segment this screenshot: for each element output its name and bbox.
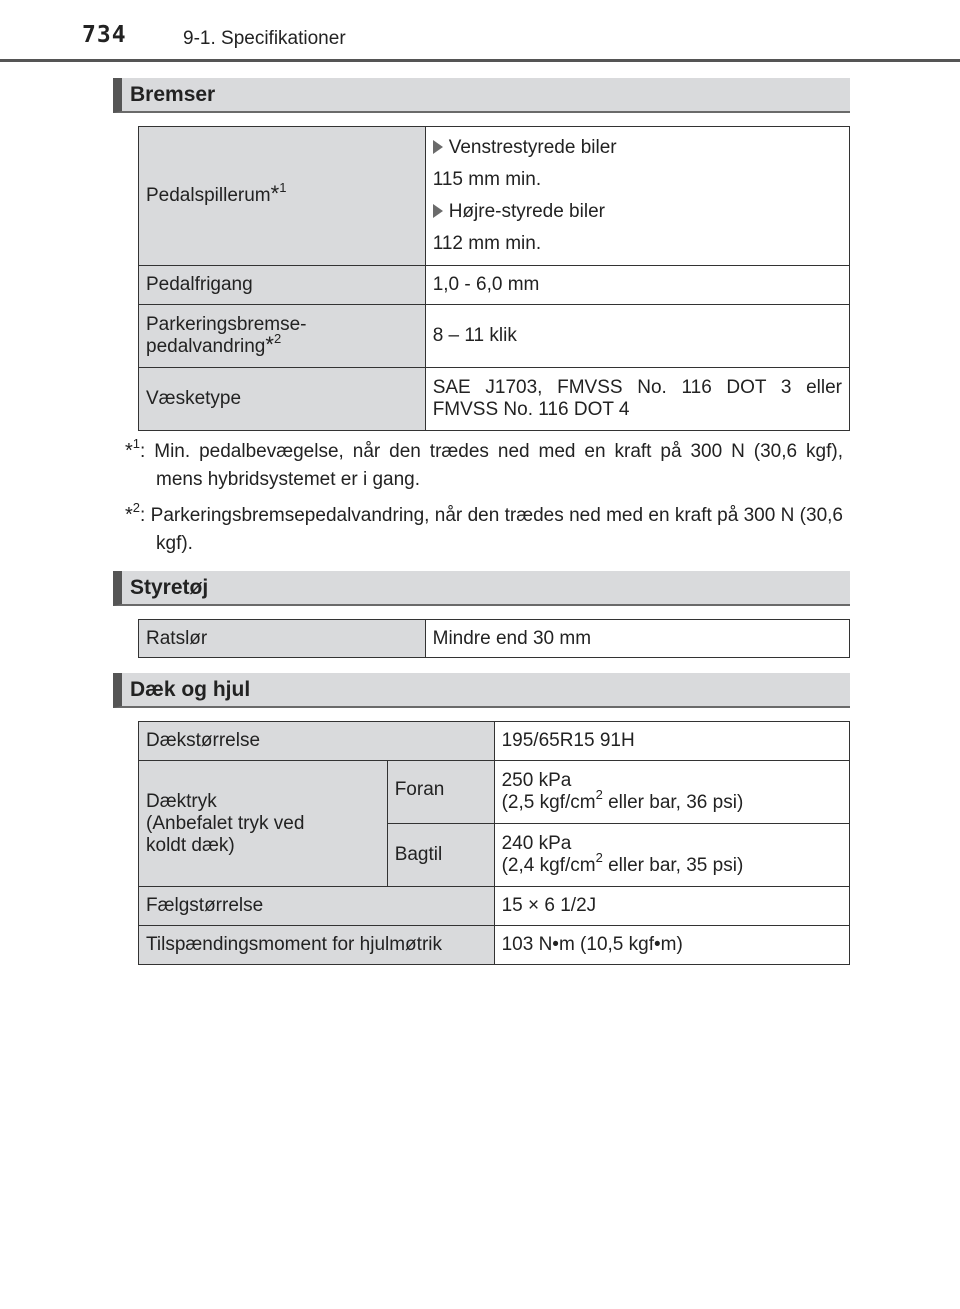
table-cell-label: Bagtil bbox=[387, 824, 494, 887]
footnote-ref: 2 bbox=[132, 500, 141, 515]
table-cell-label: Parkeringsbremse- pedalvandring*$^2$ bbox=[139, 305, 426, 368]
table-row bbox=[139, 887, 850, 926]
label-line: Dæktryk bbox=[146, 790, 217, 812]
value-line: eller bar, 35 psi) bbox=[602, 855, 744, 876]
value-line: (2,4 kgf/cm bbox=[501, 855, 596, 876]
section-title: Dæk og hjul bbox=[130, 678, 251, 701]
table-row bbox=[139, 266, 850, 305]
table-cell-value: SAE J1703, FMVSS No. 116 DOT 3 eller FMVSS No. 116 DOT 4 bbox=[425, 368, 849, 431]
superscript: 2 bbox=[595, 787, 603, 802]
table-row bbox=[139, 761, 850, 824]
table-cell-value: Mindre end 30 mm bbox=[425, 620, 849, 658]
table-cell-label: Tilspændingsmoment for hjulmøtrik bbox=[139, 926, 495, 965]
table-row bbox=[139, 926, 850, 965]
table-cell-label: Foran bbox=[387, 761, 494, 824]
table-cell-value: 15 × 6 1/2J bbox=[494, 887, 849, 926]
table-cell-label: Fælgstørrelse bbox=[139, 887, 495, 926]
section-title: Styretøj bbox=[130, 576, 209, 599]
table-row bbox=[139, 722, 850, 761]
section-title: Bremser bbox=[130, 83, 216, 106]
value-line: 250 kPa bbox=[501, 770, 572, 791]
section-heading-steering bbox=[113, 571, 850, 606]
steering-table bbox=[138, 619, 850, 658]
footnote-text: : Parkeringsbremsepedalvandring, når den trædes ned med en kraft på 300 N (30,6 kgf). bbox=[140, 505, 843, 554]
table-row bbox=[139, 305, 850, 368]
triangle-bullet-icon bbox=[433, 204, 443, 218]
chapter-title: 9-1. Specifikationer bbox=[183, 28, 346, 49]
value-line: eller bar, 36 psi) bbox=[602, 792, 744, 813]
footnote-ref: 1 bbox=[132, 436, 141, 451]
label-line: pedalvandring bbox=[146, 336, 266, 357]
page-number: 734 bbox=[82, 22, 127, 48]
table-cell-label bbox=[139, 761, 388, 887]
label-line: Parkeringsbremse- bbox=[146, 314, 307, 335]
table-cell-label: Ratslør bbox=[139, 620, 426, 658]
header-divider bbox=[0, 59, 960, 62]
rhd-value: 112 mm min. bbox=[432, 233, 542, 254]
rhd-heading: Højre-styrede biler bbox=[448, 201, 605, 222]
footnote-text: : Min. pedalbevægelse, når den trædes ned med en kraft på 300 N (30,6 kgf), mens hybridsystemet er i gang. bbox=[140, 441, 843, 490]
label-line: koldt dæk) bbox=[146, 834, 235, 856]
table-cell-value bbox=[494, 761, 849, 824]
value-line: (2,5 kgf/cm bbox=[501, 792, 596, 813]
footnote-1: *$^1$: Min. pedalbevægelse, når den trædes ned med en kraft på 300 N (30,6 kgf), mens hybridsystemet er i gang. bbox=[125, 436, 843, 490]
table-cell-label: Væsketype bbox=[139, 368, 426, 431]
table-row bbox=[139, 127, 850, 266]
table-row bbox=[139, 368, 850, 431]
value-line: 240 kPa bbox=[501, 833, 572, 854]
table-cell-value bbox=[494, 824, 849, 887]
page-header bbox=[0, 0, 960, 62]
superscript: 2 bbox=[595, 850, 603, 865]
label-line: (Anbefalet tryk ved bbox=[146, 812, 305, 834]
tires-table bbox=[138, 721, 850, 965]
table-cell-value: 103 N•m (10,5 kgf•m) bbox=[494, 926, 849, 965]
lhd-value: 115 mm min. bbox=[432, 169, 542, 190]
lhd-heading: Venstrestyrede biler bbox=[448, 137, 617, 158]
footnote-ref: 2 bbox=[273, 331, 282, 346]
section-heading-tires bbox=[113, 673, 850, 708]
footnote-2: *$^2$: Parkeringsbremsepedalvandring, når den trædes ned med en kraft på 300 N (30,6 kgf). bbox=[125, 500, 843, 554]
table-cell-label: Dækstørrelse bbox=[139, 722, 495, 761]
pedal-clearance-label: Pedalspillerum bbox=[146, 185, 271, 206]
table-row bbox=[139, 620, 850, 658]
brakes-table bbox=[138, 126, 850, 431]
table-cell-value bbox=[425, 127, 849, 266]
section-heading-brakes bbox=[113, 78, 850, 113]
triangle-bullet-icon bbox=[433, 140, 443, 154]
table-cell-value: 8 – 11 klik bbox=[425, 305, 849, 368]
table-cell-value: 1,0 - 6,0 mm bbox=[425, 266, 849, 305]
footnote-ref: 1 bbox=[279, 180, 287, 195]
table-cell-label: Pedalspillerum*$^1$ bbox=[139, 127, 426, 266]
table-cell-value: 195/65R15 91H bbox=[494, 722, 849, 761]
table-cell-label: Pedalfrigang bbox=[139, 266, 426, 305]
